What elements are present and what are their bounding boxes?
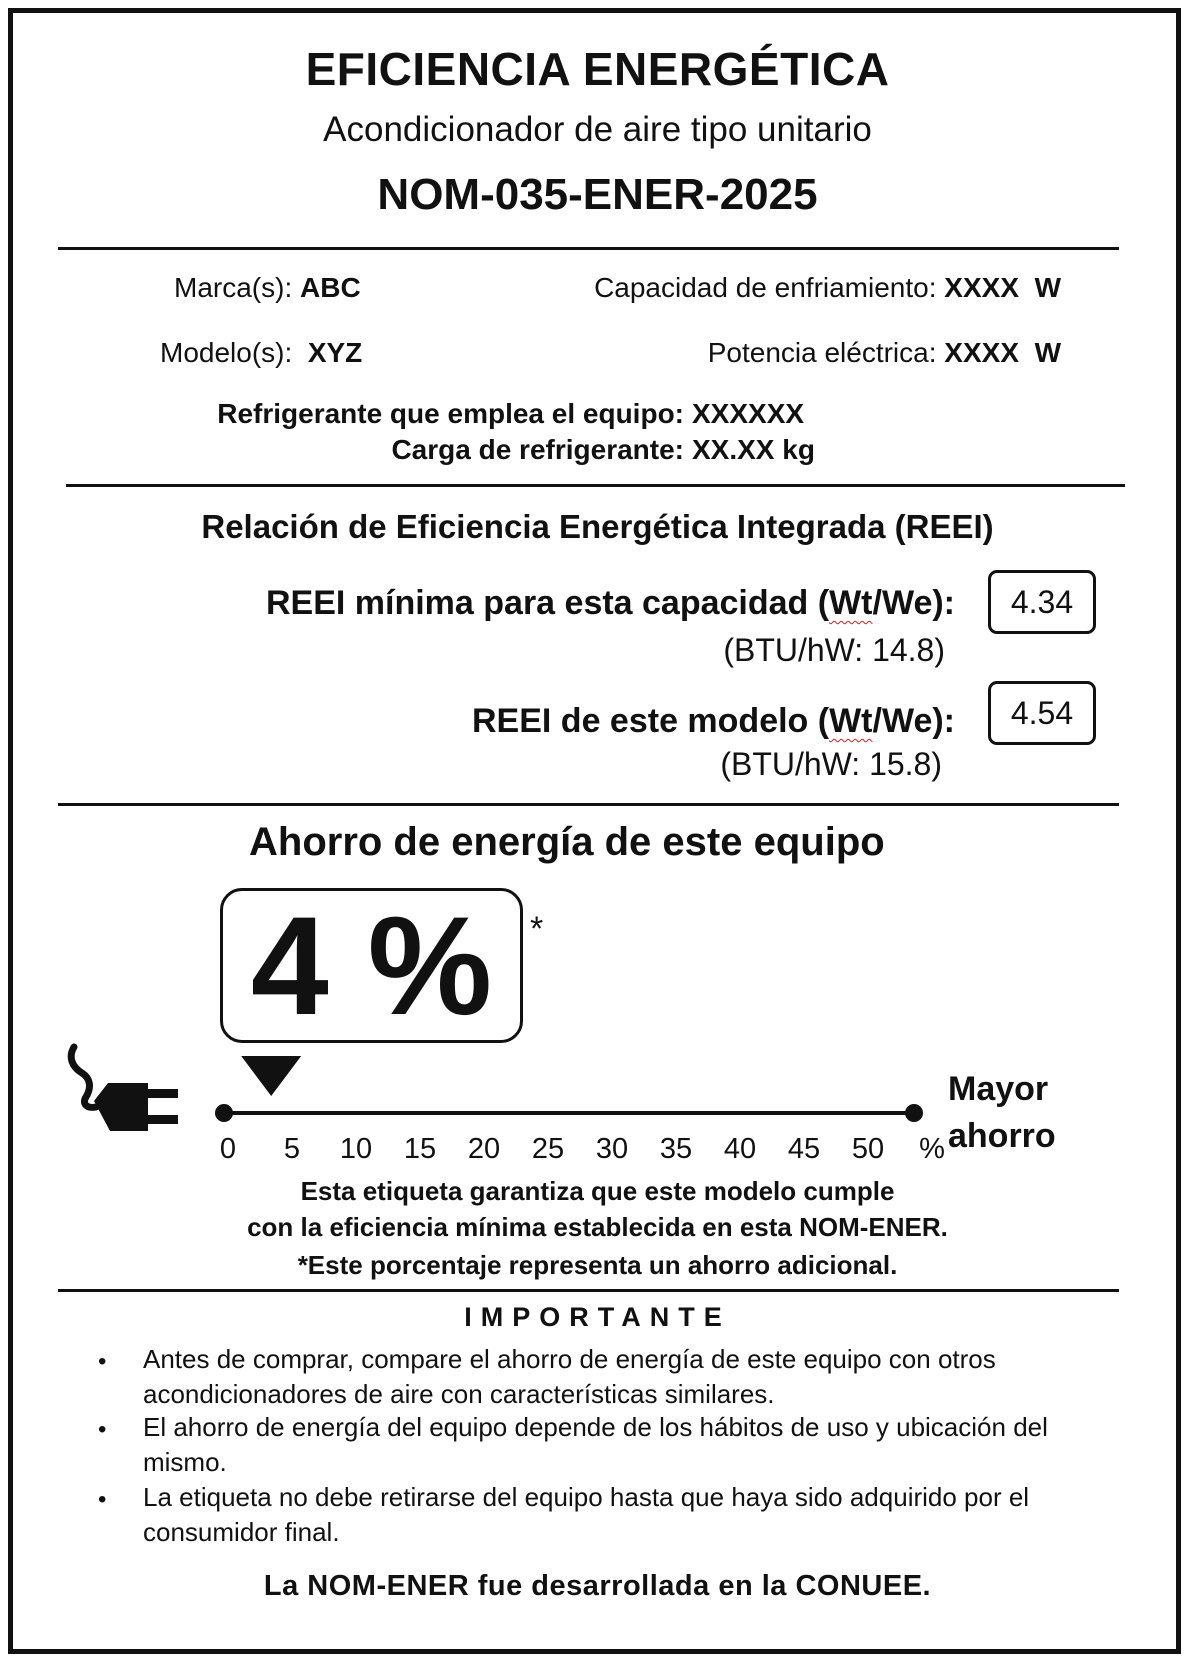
- scale-tick-label: 0: [219, 1133, 237, 1165]
- label-title: EFICIENCIA ENERGÉTICA: [305, 43, 890, 95]
- cooling-row: [594, 272, 1061, 304]
- scale-tick-label: 50: [851, 1133, 885, 1165]
- brand-row: [174, 272, 361, 304]
- important-heading: IMPORTANTE: [464, 1302, 731, 1332]
- bullet-icon: •: [98, 1348, 107, 1375]
- guarantee-note-2: con la eficiencia mínima establecida en esta NOM-ENER.: [247, 1212, 948, 1242]
- savings-asterisk: *: [530, 910, 544, 948]
- important-item: El ahorro de energía del equipo depende de los hábitos de uso y ubicación del mismo.: [143, 1412, 1048, 1477]
- reei-min-btu: (BTU/hW: 14.8): [723, 632, 945, 668]
- bullet-icon: •: [98, 1416, 107, 1443]
- divider: [66, 484, 1125, 487]
- reei-heading: Relación de Eficiencia Energética Integrada (REEI): [201, 508, 994, 545]
- reei-model-unit-rest: /We):: [872, 702, 955, 740]
- reei-min-unit: Wt: [829, 584, 873, 622]
- reei-min-prefix: REEI mínima para esta capacidad (: [265, 584, 830, 622]
- footer-note: La NOM-ENER fue desarrollada en la CONUEE.: [263, 1570, 932, 1602]
- charge-label: Carga de refrigerante:: [391, 434, 684, 465]
- scale-tick-label: %: [919, 1133, 945, 1165]
- scale-end-label-2: ahorro: [948, 1117, 1056, 1155]
- power-label: Potencia eléctrica:: [707, 337, 937, 368]
- scale-tick-label: 5: [283, 1133, 301, 1165]
- refrigerant-label: Refrigerante que emplea el equipo:: [217, 398, 684, 429]
- power-unit: W: [1034, 337, 1061, 368]
- reei-model-value-box: [988, 681, 1096, 745]
- brand-value: ABC: [300, 272, 361, 303]
- savings-percent: 4 %: [250, 886, 493, 1044]
- scale-tick-label: 15: [403, 1133, 437, 1165]
- important-item: Antes de comprar, compare el ahorro de energía de este equipo con otros acondicionadores de aire con características similares.: [143, 1344, 996, 1409]
- savings-percent-box: [220, 888, 523, 1043]
- scale-tick-label: 25: [531, 1133, 565, 1165]
- model-label: Modelo(s):: [160, 337, 293, 368]
- charge-value: XX.XX kg: [692, 434, 815, 465]
- model-value: XYZ: [307, 337, 363, 368]
- power-row: [708, 337, 1061, 369]
- scale-tick-label: 40: [723, 1133, 757, 1165]
- scale-tick-label: 30: [595, 1133, 629, 1165]
- reei-min-unit-rest: /We):: [872, 584, 955, 622]
- scale-end-label-1: Mayor: [948, 1070, 1049, 1108]
- guarantee-note-1: Esta etiqueta garantiza que este modelo cumple: [300, 1176, 895, 1206]
- divider: [58, 247, 1119, 250]
- brand-label: Marca(s):: [174, 272, 293, 303]
- reei-model-unit: Wt: [829, 702, 873, 740]
- refrigerant-value: XXXXXX: [692, 398, 805, 429]
- reei-min-value: 4.34: [1010, 583, 1074, 620]
- label-subtitle: Acondicionador de aire tipo unitario: [323, 110, 872, 149]
- savings-marker: [241, 1056, 301, 1096]
- reei-model-label: [472, 702, 955, 741]
- scale-tick-label: 20: [467, 1133, 501, 1165]
- scale-start-dot: [215, 1104, 233, 1122]
- reei-min-value-box: [988, 570, 1096, 634]
- reei-min-label: [266, 584, 955, 623]
- model-row: [160, 337, 362, 369]
- reei-model-btu: (BTU/hW: 15.8): [720, 746, 942, 782]
- power-value: XXXX: [944, 337, 1019, 368]
- divider: [58, 1289, 1119, 1292]
- bullet-icon: •: [98, 1486, 107, 1513]
- reei-model-prefix: REEI de este modelo (: [472, 702, 830, 740]
- savings-heading: Ahorro de energía de este equipo: [249, 820, 885, 864]
- scale-tick-label: 35: [659, 1133, 693, 1165]
- reei-model-value: 4.54: [1010, 694, 1074, 731]
- cooling-unit: W: [1034, 272, 1061, 303]
- cooling-value: XXXX: [944, 272, 1019, 303]
- scale-tick-label: 45: [787, 1133, 821, 1165]
- additional-savings-note: *Este porcentaje representa un ahorro adicional.: [297, 1250, 898, 1280]
- scale-end-dot: [905, 1104, 923, 1122]
- important-item: La etiqueta no debe retirarse del equipo hasta que haya sido adquirido por el consumidor final.: [143, 1482, 1030, 1547]
- cooling-label: Capacidad de enfriamiento:: [594, 272, 937, 303]
- scale-tick-label: 10: [339, 1133, 373, 1165]
- norm-code: NOM-035-ENER-2025: [377, 170, 818, 219]
- divider: [58, 803, 1119, 806]
